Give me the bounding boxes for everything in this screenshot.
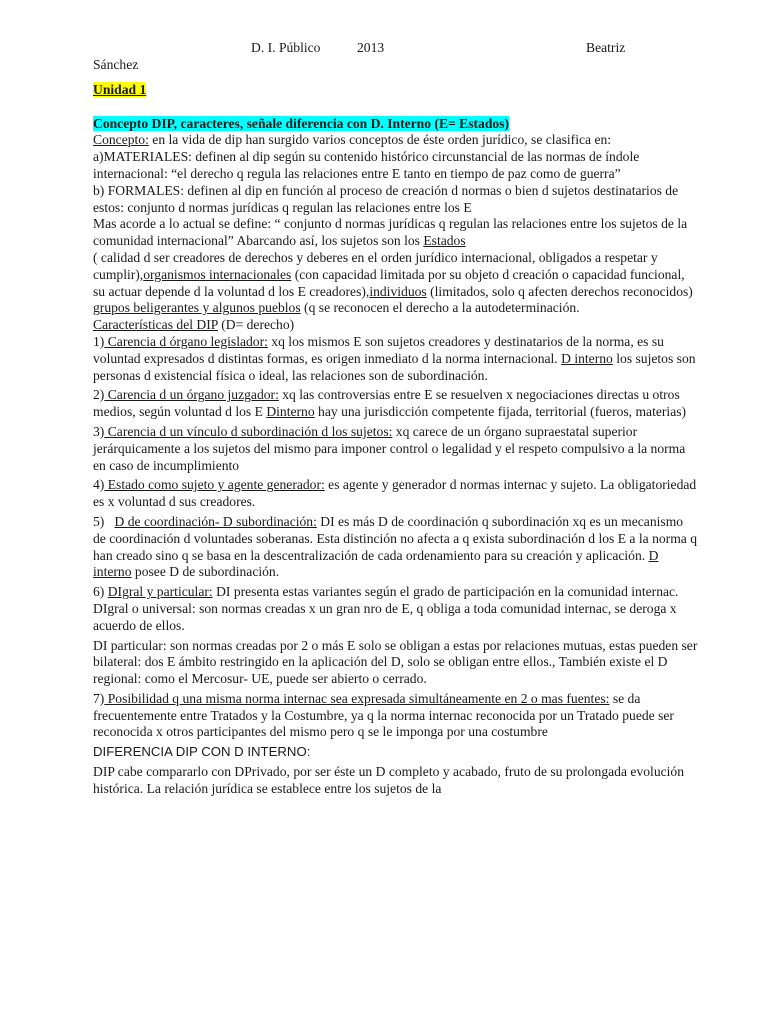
item-text2: posee D de subordinación.: [131, 564, 280, 580]
mas-text-2: ( calidad d ser creadores de derechos y deberes en el orden jurídico internacional, obligados a respetar y cumplir),: [93, 249, 658, 282]
concepto-a: a)MATERIALES: definen al dip según su contenido histórico circunstancial de las normas de índole internacional: “el derecho q regula las relaciones entre E tanto en tiempo de paz como de guerra”: [93, 149, 640, 181]
concepto-paragraph: [93, 132, 698, 149]
item-text: xq carece de un órgano supraestatal superior jerárquicamente a los sujetos del mismo para imponer control o legalidad y el respeto compulsivo a la norma en caso de incumplimiento: [93, 423, 686, 473]
mas-text-1: Mas acorde a lo actual se define: “ conjunto d normas jurídicas q regulan las relaciones entre los sujetos de la comunidad internacional” Abarcando así, los sujetos son los: [93, 216, 688, 249]
item-text2: los sujetos son personas d existencial física o ideal, las relaciones son de subordinación.: [93, 350, 696, 383]
caracteristica-item: [93, 477, 698, 511]
item-sub: D interno: [93, 547, 659, 580]
header-author-last: Sánchez: [93, 57, 139, 72]
item-head: Carencia d un órgano juzgador:: [104, 387, 279, 403]
item-head: Posibilidad q una misma norma internac sea expresada simultáneamente en 2 o mas fuentes:: [104, 690, 610, 706]
caracteristicas-title: Características del DIP: [93, 317, 218, 333]
header-author-first: Beatriz: [586, 40, 626, 55]
grupos-text: grupos beligerantes y algunos pueblos: [93, 300, 301, 316]
caracteristicas-title-rest: (D= derecho): [217, 317, 295, 333]
di-particular-paragraph: DI particular: son normas creadas por 2 o más E solo se obligan a estas por relaciones mutuas, estas pueden ser bilateral: dos E ámbito restringido en la aplicación del D, solo se obligan entre ellos., También existe el D regional: como el Mercosur- UE, puede ser abierto o cerrado.: [93, 637, 698, 687]
item-text: xq los mismos E son sujetos creadores y destinatarios de la norma, es su voluntad expresados d distintas formas, es origen inmediato d la norma internacional.: [93, 333, 664, 366]
item-head: Carencia d órgano legislador:: [104, 333, 268, 349]
individuos-text: individuos: [369, 283, 427, 299]
item-head: D de coordinación- D subordinación:: [114, 513, 317, 529]
item-num: 3): [93, 423, 105, 439]
item-text: DI es más D de coordinación q subordinación xq es un mecanismo de coordinación d voluntades soberanas. Esta distinción no afecta a q exista subordinación d los E a la norma q han creado sino q se basa en la descentralización de cada ordenamiento para su creación y aplicación.: [93, 513, 697, 563]
concepto-text: en la vida de dip han surgido varios conceptos de éste orden jurídico, se clasifica en:: [148, 132, 612, 148]
concepto-mas: [93, 216, 698, 317]
item-text: es agente y generador d normas internac y sujeto. La obligatoriedad es x voluntad d sus creadores.: [93, 477, 697, 510]
mas-text-4: (limitados, solo q afecten derechos reconocidos): [426, 283, 693, 299]
section-title: Concepto DIP, caracteres, señale diferencia con D. Interno (E= Estados): [93, 115, 510, 131]
estados-link: Estados: [423, 233, 466, 249]
mas-text-5: (q se reconocen el derecho a la autodeterminación.: [300, 300, 580, 316]
item-sub: Dinterno: [266, 404, 315, 420]
organismos-text: organismos internacionales: [143, 266, 292, 282]
diferencia-title: DIFERENCIA DIP CON D INTERNO:: [93, 744, 311, 760]
item-sub: D interno: [561, 350, 613, 366]
mas-text-3: (con capacidad limitada por su objeto d creación o capacidad funcional, su actuar depende d la voluntad d los E creadores),: [93, 266, 685, 299]
item-head: Estado como sujeto y agente generador:: [104, 477, 325, 493]
item-head: Carencia d un vínculo d subordinación d los sujetos:: [104, 423, 393, 439]
caracteristica-item: [93, 691, 698, 741]
header-subject: D. I. Público: [251, 40, 321, 55]
diferencia-text: DIP cabe compararlo con DPrivado, por ser éste un D completo y acabado, fruto de su prolongada evolución histórica. La relación jurídica se establece entre los sujetos de la: [93, 764, 685, 796]
item-text: DI presenta estas variantes según el grado de participación en la comunidad internac. DIgral o universal: son normas creadas x un gran nro de E, q obliga a toda comunidad internac, se deroga x acuerdo de ellos.: [93, 584, 679, 633]
header-year: 2013: [357, 40, 385, 55]
item-text: se da frecuentemente entre Tratados y la Costumbre, ya q la norma internac reconocida por un Tratado puede ser reconocida x otros participantes del mismo pero q se le imponga por una costumbre: [93, 690, 674, 740]
item-num: 4): [93, 477, 105, 493]
unit-title: Unidad 1: [93, 81, 147, 97]
caracteristica-item: [93, 584, 698, 634]
caracteristica-item: [93, 514, 698, 581]
item-num: 2): [93, 387, 105, 403]
concepto-label: Concepto:: [93, 132, 149, 148]
concepto-b: b) FORMALES: definen al dip en función al proceso de creación d normas o bien d sujetos destinatarios de estos: conjunto d normas jurídicas q regulan las relaciones entre los E: [93, 182, 679, 215]
item-head: DIgral y particular:: [107, 584, 213, 600]
caracteristica-item: [93, 334, 698, 384]
item-num: 7): [93, 690, 105, 706]
caracteristica-item: [93, 387, 698, 421]
document-header: [93, 40, 698, 57]
item-num: 6): [93, 584, 108, 600]
item-text2: hay una jurisdicción competente fijada, territorial (fueros, materias): [314, 404, 687, 420]
caracteristica-item: [93, 424, 698, 474]
item-num: 5): [93, 513, 115, 529]
item-text: xq las controversias entre E se resuelven x negociaciones directas u otros medios, según voluntad d los E: [93, 387, 680, 420]
item-num: 1): [93, 333, 105, 349]
